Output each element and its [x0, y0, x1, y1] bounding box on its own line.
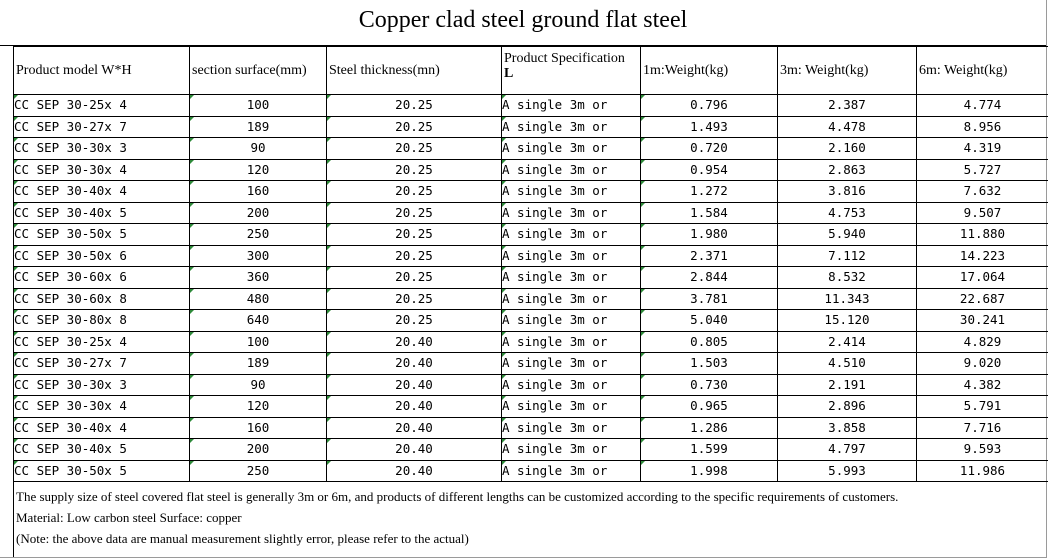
- cell-weight-6m[interactable]: 9.507: [917, 202, 1048, 224]
- cell-model[interactable]: CC SEP 30-27x 7: [14, 116, 190, 138]
- table-row: [14, 288, 1048, 310]
- cell-weight-1m[interactable]: 0.730: [641, 374, 778, 396]
- cell-spec[interactable]: A single 3m or: [502, 374, 641, 396]
- cell-weight-1m[interactable]: 1.980: [641, 224, 778, 246]
- cell-spec[interactable]: A single 3m or: [502, 396, 641, 418]
- cell-spec[interactable]: A single 3m or: [502, 245, 641, 267]
- note-material: Material: Low carbon steel Surface: copper: [16, 510, 242, 525]
- cell-section[interactable]: 100: [190, 95, 327, 117]
- table-row: [14, 417, 1048, 439]
- cell-spec[interactable]: A single 3m or: [502, 267, 641, 289]
- cell-weight-1m[interactable]: 0.720: [641, 138, 778, 160]
- cell-weight-6m[interactable]: 22.687: [917, 288, 1048, 310]
- cell-model[interactable]: CC SEP 30-40x 4: [14, 417, 190, 439]
- cell-weight-1m[interactable]: 5.040: [641, 310, 778, 332]
- cell-weight-1m[interactable]: 0.796: [641, 95, 778, 117]
- header-section[interactable]: section surface(mm): [190, 47, 327, 95]
- cell-spec[interactable]: A single 3m or: [502, 439, 641, 461]
- cell-thickness[interactable]: 20.25: [327, 288, 502, 310]
- cell-weight-1m[interactable]: 1.286: [641, 417, 778, 439]
- header-thickness[interactable]: Steel thickness(mn): [327, 47, 502, 95]
- cell-model[interactable]: CC SEP 30-50x 6: [14, 245, 190, 267]
- cell-section[interactable]: 360: [190, 267, 327, 289]
- cell-model[interactable]: CC SEP 30-40x 4: [14, 181, 190, 203]
- table-row: [14, 138, 1048, 160]
- cell-section[interactable]: 200: [190, 202, 327, 224]
- cell-weight-6m[interactable]: 9.020: [917, 353, 1048, 375]
- table-row: [14, 116, 1048, 138]
- cell-spec[interactable]: A single 3m or: [502, 331, 641, 353]
- header-spec-line1: Product Specification: [504, 51, 625, 66]
- cell-weight-6m[interactable]: 9.593: [917, 439, 1048, 461]
- cell-weight-1m[interactable]: 1.503: [641, 353, 778, 375]
- cell-model[interactable]: CC SEP 30-60x 6: [14, 267, 190, 289]
- cell-weight-1m[interactable]: 1.998: [641, 460, 778, 482]
- cell-spec[interactable]: A single 3m or: [502, 159, 641, 181]
- cell-model[interactable]: CC SEP 30-27x 7: [14, 353, 190, 375]
- cell-section[interactable]: 160: [190, 417, 327, 439]
- cell-model[interactable]: CC SEP 30-40x 5: [14, 439, 190, 461]
- cell-section[interactable]: 120: [190, 396, 327, 418]
- cell-weight-3m[interactable]: 8.532: [778, 267, 917, 289]
- cell-section[interactable]: 250: [190, 460, 327, 482]
- cell-weight-6m[interactable]: 7.716: [917, 417, 1048, 439]
- cell-section[interactable]: 90: [190, 138, 327, 160]
- table-row: [14, 396, 1048, 418]
- table-row: [14, 181, 1048, 203]
- cell-weight-3m[interactable]: 4.797: [778, 439, 917, 461]
- cell-weight-6m[interactable]: 4.829: [917, 331, 1048, 353]
- cell-weight-3m[interactable]: 4.510: [778, 353, 917, 375]
- cell-weight-6m[interactable]: 7.632: [917, 181, 1048, 203]
- header-row: [14, 47, 1048, 95]
- header-spec-line2: L: [504, 66, 514, 81]
- cell-weight-6m[interactable]: 30.241: [917, 310, 1048, 332]
- cell-weight-3m[interactable]: 3.816: [778, 181, 917, 203]
- cell-weight-3m[interactable]: 4.478: [778, 116, 917, 138]
- note-supply-size: The supply size of steel covered flat steel is generally 3m or 6m, and products of different lengths can be customized according to the specific requirements of customers.: [16, 489, 899, 504]
- cell-model[interactable]: CC SEP 30-80x 8: [14, 310, 190, 332]
- cell-section[interactable]: 250: [190, 224, 327, 246]
- cell-weight-3m[interactable]: 3.858: [778, 417, 917, 439]
- header-weight-6m[interactable]: 6m: Weight(kg): [917, 47, 1048, 95]
- cell-weight-1m[interactable]: 1.493: [641, 116, 778, 138]
- cell-weight-6m[interactable]: 4.382: [917, 374, 1048, 396]
- cell-thickness[interactable]: 20.40: [327, 396, 502, 418]
- cell-section[interactable]: 90: [190, 374, 327, 396]
- cell-weight-1m[interactable]: 2.844: [641, 267, 778, 289]
- cell-weight-1m[interactable]: 1.272: [641, 181, 778, 203]
- cell-weight-1m[interactable]: 1.584: [641, 202, 778, 224]
- notes-block: [13, 481, 1048, 556]
- cell-weight-6m[interactable]: 4.774: [917, 95, 1048, 117]
- header-weight-3m[interactable]: 3m: Weight(kg): [778, 47, 917, 95]
- cell-spec[interactable]: A single 3m or: [502, 224, 641, 246]
- table-row: [14, 374, 1048, 396]
- cell-model[interactable]: CC SEP 30-50x 5: [14, 224, 190, 246]
- cell-section[interactable]: 100: [190, 331, 327, 353]
- cell-section[interactable]: 480: [190, 288, 327, 310]
- cell-thickness[interactable]: 20.40: [327, 460, 502, 482]
- cell-model[interactable]: CC SEP 30-30x 3: [14, 138, 190, 160]
- header-model[interactable]: Product model W*H: [14, 47, 190, 95]
- cell-weight-3m[interactable]: 2.863: [778, 159, 917, 181]
- cell-section[interactable]: 300: [190, 245, 327, 267]
- cell-spec[interactable]: A single 3m or: [502, 288, 641, 310]
- cell-thickness[interactable]: 20.40: [327, 331, 502, 353]
- cell-weight-1m[interactable]: 0.805: [641, 331, 778, 353]
- table-row: [14, 95, 1048, 117]
- cell-weight-1m[interactable]: 0.965: [641, 396, 778, 418]
- table-row: [14, 267, 1048, 289]
- note-disclaimer: (Note: the above data are manual measurement slightly error, please refer to the actual): [16, 531, 469, 546]
- cell-weight-6m[interactable]: 17.064: [917, 267, 1048, 289]
- cell-section[interactable]: 120: [190, 159, 327, 181]
- cell-thickness[interactable]: 20.40: [327, 374, 502, 396]
- cell-thickness[interactable]: 20.25: [327, 159, 502, 181]
- cell-model[interactable]: CC SEP 30-25x 4: [14, 95, 190, 117]
- cell-section[interactable]: 200: [190, 439, 327, 461]
- cell-weight-3m[interactable]: 5.993: [778, 460, 917, 482]
- cell-weight-3m[interactable]: 5.940: [778, 224, 917, 246]
- cell-weight-3m[interactable]: 2.387: [778, 95, 917, 117]
- cell-weight-3m[interactable]: 2.414: [778, 331, 917, 353]
- cell-model[interactable]: CC SEP 30-25x 4: [14, 331, 190, 353]
- cell-thickness[interactable]: 20.25: [327, 224, 502, 246]
- cell-spec[interactable]: A single 3m or: [502, 116, 641, 138]
- cell-weight-3m[interactable]: 2.191: [778, 374, 917, 396]
- cell-model[interactable]: CC SEP 30-30x 4: [14, 159, 190, 181]
- cell-weight-1m[interactable]: 3.781: [641, 288, 778, 310]
- table-row: [14, 331, 1048, 353]
- cell-spec[interactable]: A single 3m or: [502, 138, 641, 160]
- cell-weight-3m[interactable]: 15.120: [778, 310, 917, 332]
- cell-section[interactable]: 640: [190, 310, 327, 332]
- cell-thickness[interactable]: 20.25: [327, 310, 502, 332]
- cell-section[interactable]: 189: [190, 353, 327, 375]
- cell-weight-6m[interactable]: 5.727: [917, 159, 1048, 181]
- cell-weight-1m[interactable]: 1.599: [641, 439, 778, 461]
- table-row: [14, 202, 1048, 224]
- cell-weight-1m[interactable]: 2.371: [641, 245, 778, 267]
- table-row: [14, 460, 1048, 482]
- table-row: [14, 159, 1048, 181]
- cell-spec[interactable]: A single 3m or: [502, 181, 641, 203]
- cell-thickness[interactable]: 20.25: [327, 267, 502, 289]
- cell-thickness[interactable]: 20.40: [327, 417, 502, 439]
- cell-weight-6m[interactable]: 11.880: [917, 224, 1048, 246]
- cell-spec[interactable]: A single 3m or: [502, 95, 641, 117]
- cell-thickness[interactable]: 20.40: [327, 353, 502, 375]
- cell-weight-6m[interactable]: 5.791: [917, 396, 1048, 418]
- cell-thickness[interactable]: 20.25: [327, 116, 502, 138]
- cell-weight-3m[interactable]: 7.112: [778, 245, 917, 267]
- table-body: [14, 95, 1048, 482]
- cell-weight-6m[interactable]: 8.956: [917, 116, 1048, 138]
- table-row: [14, 310, 1048, 332]
- cell-weight-3m[interactable]: 4.753: [778, 202, 917, 224]
- cell-weight-1m[interactable]: 0.954: [641, 159, 778, 181]
- header-spec[interactable]: [502, 47, 641, 95]
- table-row: [14, 439, 1048, 461]
- cell-weight-6m[interactable]: 14.223: [917, 245, 1048, 267]
- cell-section[interactable]: 160: [190, 181, 327, 203]
- cell-thickness[interactable]: 20.40: [327, 439, 502, 461]
- cell-thickness[interactable]: 20.25: [327, 138, 502, 160]
- cell-model[interactable]: CC SEP 30-30x 4: [14, 396, 190, 418]
- cell-model[interactable]: CC SEP 30-40x 5: [14, 202, 190, 224]
- cell-spec[interactable]: A single 3m or: [502, 353, 641, 375]
- cell-weight-3m[interactable]: 11.343: [778, 288, 917, 310]
- cell-thickness[interactable]: 20.25: [327, 245, 502, 267]
- cell-spec[interactable]: A single 3m or: [502, 202, 641, 224]
- cell-weight-6m[interactable]: 4.319: [917, 138, 1048, 160]
- cell-section[interactable]: 189: [190, 116, 327, 138]
- table-row: [14, 245, 1048, 267]
- cell-thickness[interactable]: 20.25: [327, 95, 502, 117]
- cell-model[interactable]: CC SEP 30-60x 8: [14, 288, 190, 310]
- cell-thickness[interactable]: 20.25: [327, 181, 502, 203]
- cell-weight-6m[interactable]: 11.986: [917, 460, 1048, 482]
- header-weight-1m[interactable]: 1m:Weight(kg): [641, 47, 778, 95]
- table-row: [14, 353, 1048, 375]
- cell-spec[interactable]: A single 3m or: [502, 310, 641, 332]
- cell-weight-3m[interactable]: 2.160: [778, 138, 917, 160]
- product-table: [13, 46, 1048, 482]
- cell-weight-3m[interactable]: 2.896: [778, 396, 917, 418]
- cell-spec[interactable]: A single 3m or: [502, 460, 641, 482]
- table-row: [14, 224, 1048, 246]
- cell-spec[interactable]: A single 3m or: [502, 417, 641, 439]
- cell-thickness[interactable]: 20.25: [327, 202, 502, 224]
- cell-model[interactable]: CC SEP 30-30x 3: [14, 374, 190, 396]
- sheet-title: Copper clad steel ground flat steel: [0, 0, 1046, 46]
- cell-model[interactable]: CC SEP 30-50x 5: [14, 460, 190, 482]
